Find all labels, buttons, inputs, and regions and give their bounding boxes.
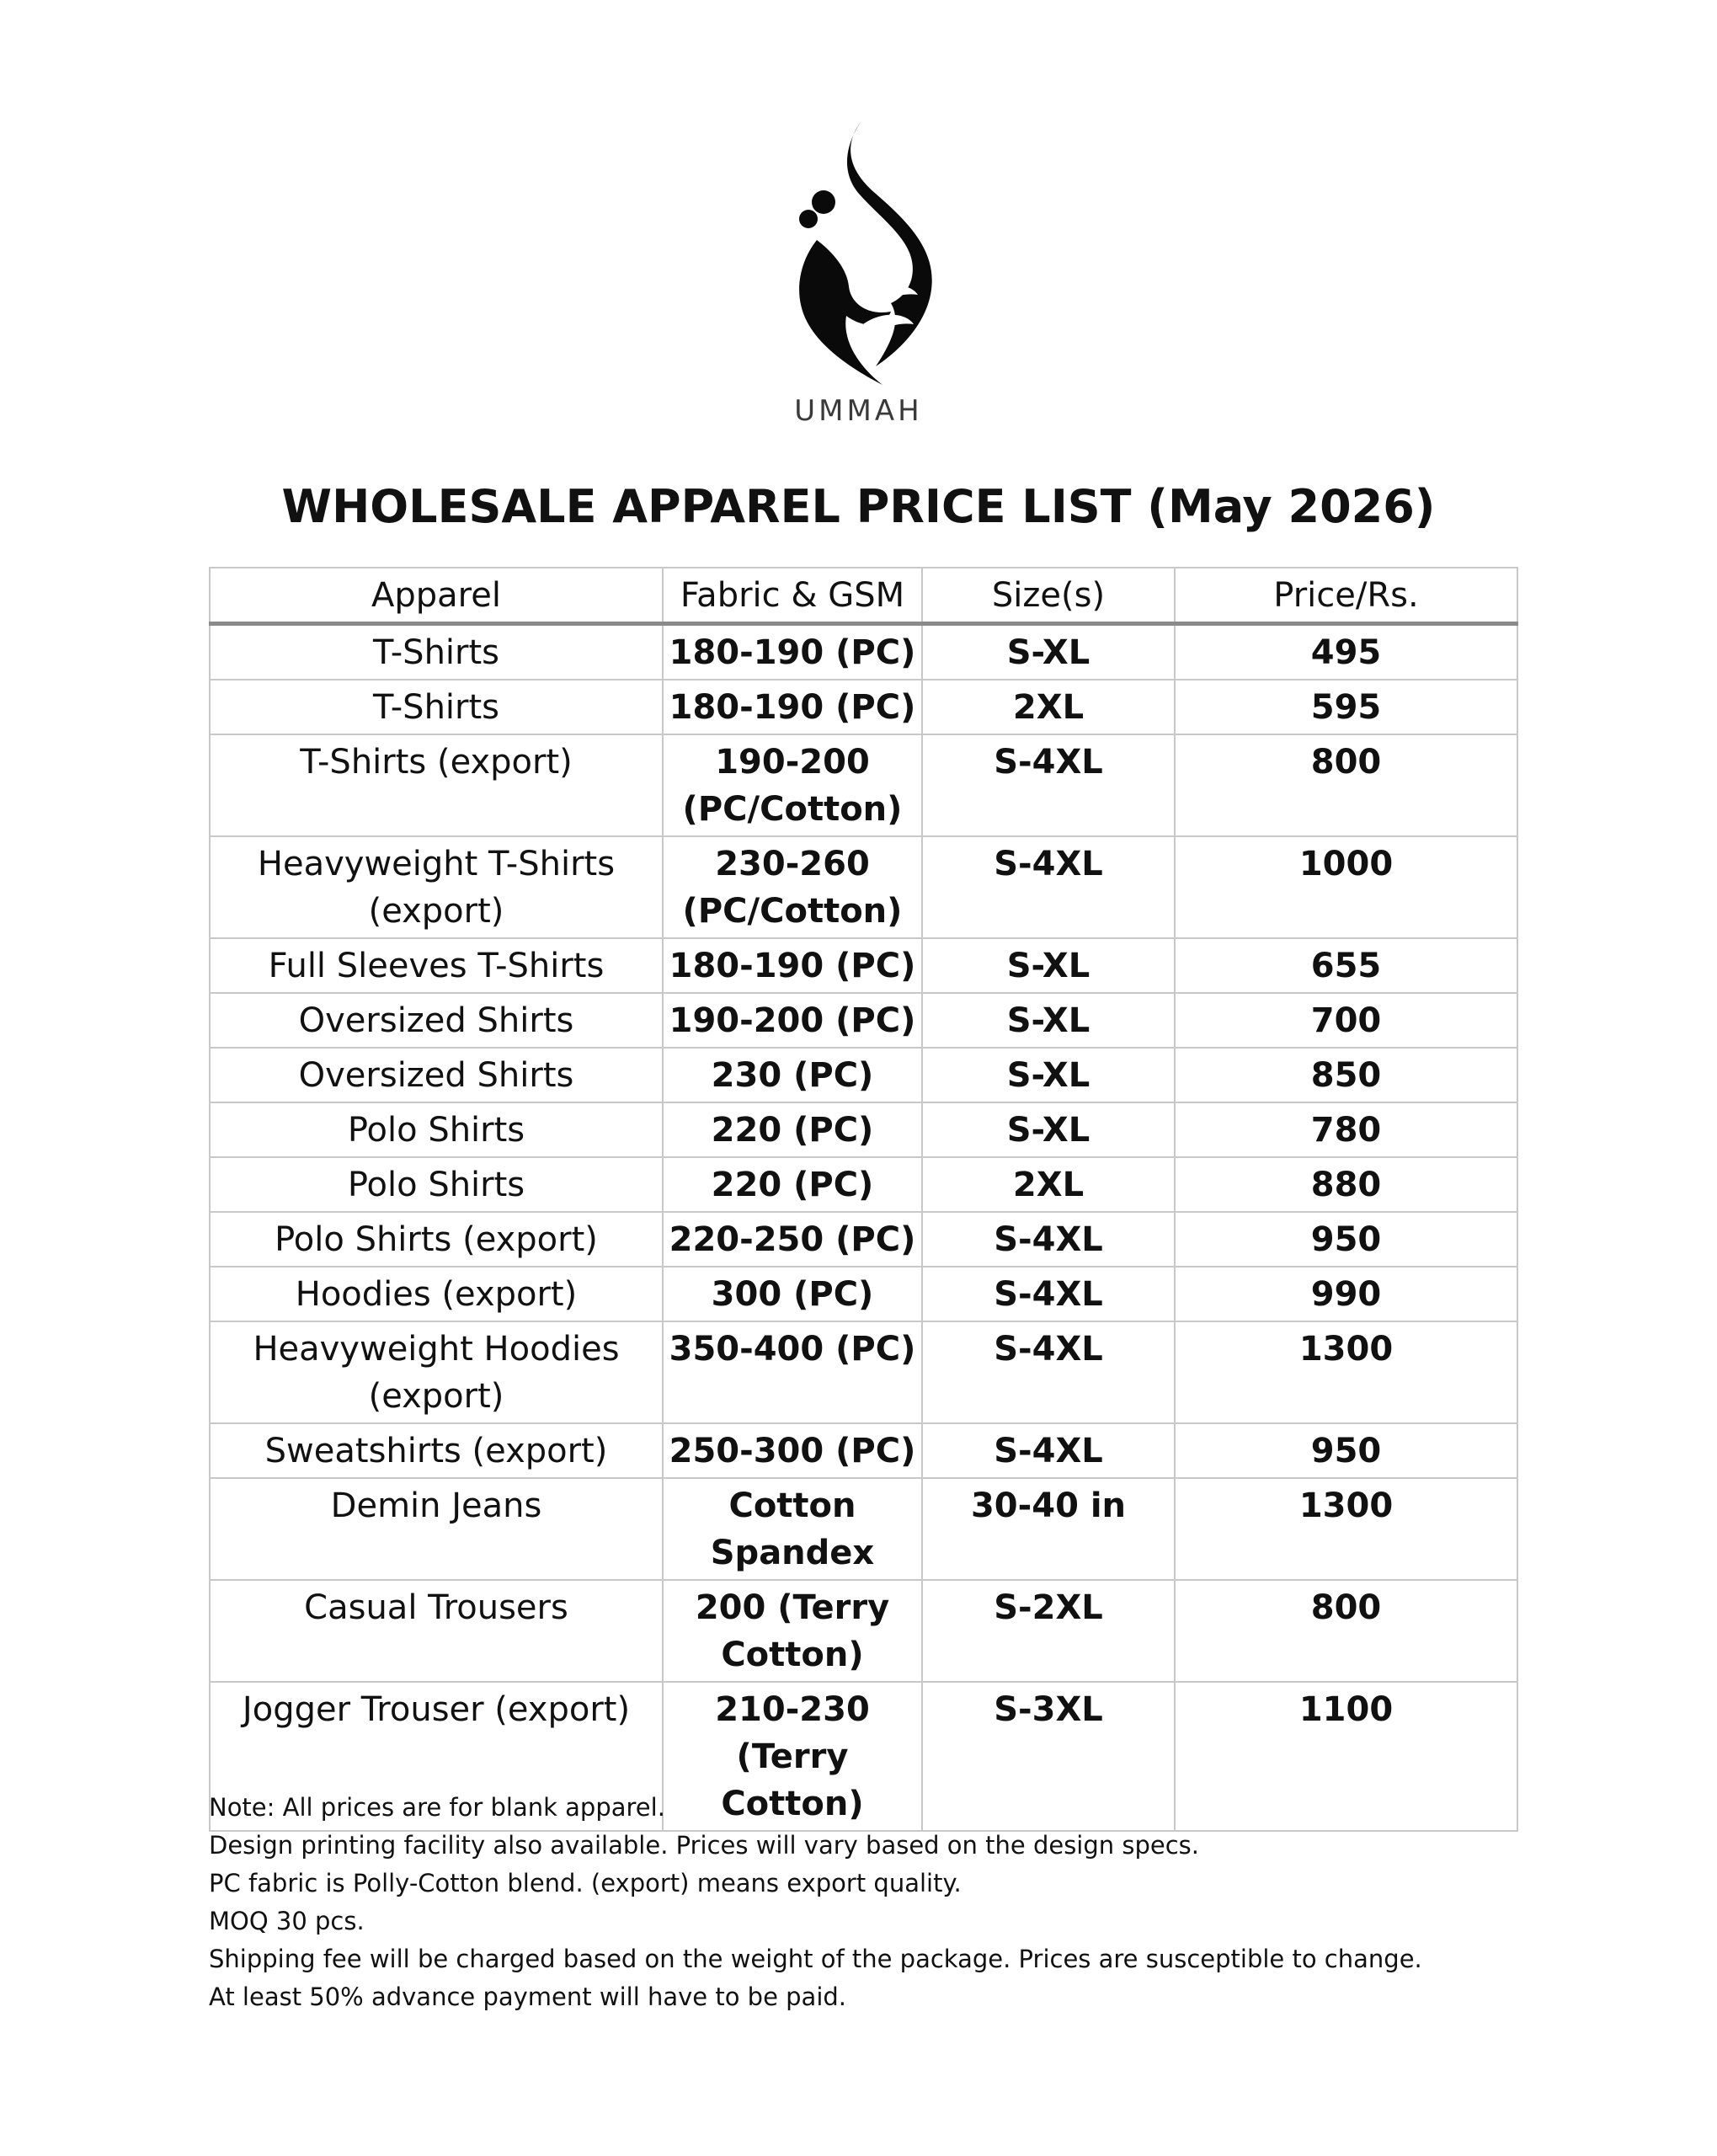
cell-apparel: Casual Trousers [210,1580,663,1682]
cell-size: S-4XL [922,734,1175,836]
cell-price: 700 [1175,993,1517,1048]
table-row [210,1157,1517,1212]
cell-size: S-4XL [922,836,1175,938]
cell-fabric-gsm: 210-230 (Terry Cotton) [663,1682,922,1831]
cell-size: S-4XL [922,1321,1175,1423]
cell-size: S-2XL [922,1580,1175,1682]
cell-price: 950 [1175,1423,1517,1478]
cell-apparel: Polo Shirts [210,1157,663,1212]
ummah-calligraphy-logo-icon [783,114,943,392]
note-line: At least 50% advance payment will have to be paid. [209,1983,847,2011]
cell-size: S-XL [922,938,1175,993]
cell-apparel: Heavyweight Hoodies (export) [210,1321,663,1423]
price-table [209,567,1518,1832]
cell-apparel: Heavyweight T-Shirts (export) [210,836,663,938]
cell-size: 2XL [922,1157,1175,1212]
cell-fabric-gsm: 220 (PC) [663,1157,922,1212]
table-row [210,1423,1517,1478]
column-header-size: Size(s) [922,568,1175,624]
cell-price: 655 [1175,938,1517,993]
cell-size: S-XL [922,993,1175,1048]
cell-fabric-gsm: 230 (PC) [663,1048,922,1102]
cell-fabric-gsm: 180-190 (PC) [663,624,922,680]
cell-price: 850 [1175,1048,1517,1102]
table-row [210,1212,1517,1267]
table-row [210,1321,1517,1423]
table-row [210,1478,1517,1580]
cell-apparel: Oversized Shirts [210,1048,663,1102]
table-row [210,624,1517,680]
column-header-price: Price/Rs. [1175,568,1517,624]
cell-size: S-3XL [922,1682,1175,1831]
cell-size: 2XL [922,680,1175,734]
cell-apparel: Polo Shirts (export) [210,1212,663,1267]
cell-fabric-gsm: 180-190 (PC) [663,680,922,734]
cell-fabric-gsm: 220-250 (PC) [663,1212,922,1267]
cell-apparel: Demin Jeans [210,1478,663,1580]
cell-price: 800 [1175,734,1517,836]
table-row [210,734,1517,836]
cell-size: 30-40 in [922,1478,1175,1580]
table-row [210,1048,1517,1102]
page-title: WHOLESALE APPAREL PRICE LIST (May 2026) [281,480,1436,533]
cell-price: 800 [1175,1580,1517,1682]
cell-size: S-XL [922,624,1175,680]
table-row [210,680,1517,734]
cell-fabric-gsm: 220 (PC) [663,1102,922,1157]
table-row [210,938,1517,993]
note-line: Design printing facility also available. Prices will vary based on the design specs. [209,1831,1200,1860]
table-header-row [210,568,1517,624]
table-row [210,1580,1517,1682]
table-row [210,1267,1517,1321]
cell-fabric-gsm: 190-200 (PC) [663,993,922,1048]
table-row [210,1102,1517,1157]
cell-fabric-gsm: 250-300 (PC) [663,1423,922,1478]
cell-price: 1100 [1175,1682,1517,1831]
cell-apparel: Hoodies (export) [210,1267,663,1321]
cell-size: S-4XL [922,1212,1175,1267]
cell-fabric-gsm: 190-200 (PC/Cotton) [663,734,922,836]
table-row [210,993,1517,1048]
cell-fabric-gsm: 180-190 (PC) [663,938,922,993]
cell-price: 595 [1175,680,1517,734]
cell-price: 1300 [1175,1321,1517,1423]
note-line: Note: All prices are for blank apparel. [209,1793,665,1822]
cell-apparel: Polo Shirts [210,1102,663,1157]
cell-price: 950 [1175,1212,1517,1267]
cell-fabric-gsm: Cotton Spandex [663,1478,922,1580]
cell-price: 1000 [1175,836,1517,938]
brand-name: UMMAH [794,394,923,428]
note-line: Shipping fee will be charged based on the weight of the package. Prices are susceptible to change. [209,1945,1422,1973]
cell-price: 780 [1175,1102,1517,1157]
table-row [210,836,1517,938]
cell-size: S-XL [922,1102,1175,1157]
notes-section [209,1789,1556,2016]
cell-apparel: Sweatshirts (export) [210,1423,663,1478]
cell-fabric-gsm: 200 (Terry Cotton) [663,1580,922,1682]
column-header-fabric: Fabric & GSM [663,568,922,624]
cell-apparel: Jogger Trouser (export) [210,1682,663,1831]
cell-apparel: T-Shirts (export) [210,734,663,836]
cell-size: S-XL [922,1048,1175,1102]
note-line: MOQ 30 pcs. [209,1907,365,1935]
cell-size: S-4XL [922,1267,1175,1321]
cell-price: 1300 [1175,1478,1517,1580]
cell-apparel: T-Shirts [210,624,663,680]
cell-price: 990 [1175,1267,1517,1321]
cell-apparel: Full Sleeves T-Shirts [210,938,663,993]
cell-fabric-gsm: 300 (PC) [663,1267,922,1321]
note-line: PC fabric is Polly-Cotton blend. (export) means export quality. [209,1869,962,1897]
cell-apparel: Oversized Shirts [210,993,663,1048]
cell-size: S-4XL [922,1423,1175,1478]
cell-fabric-gsm: 350-400 (PC) [663,1321,922,1423]
cell-apparel: T-Shirts [210,680,663,734]
cell-price: 880 [1175,1157,1517,1212]
cell-fabric-gsm: 230-260 (PC/Cotton) [663,836,922,938]
cell-price: 495 [1175,624,1517,680]
column-header-apparel: Apparel [210,568,663,624]
